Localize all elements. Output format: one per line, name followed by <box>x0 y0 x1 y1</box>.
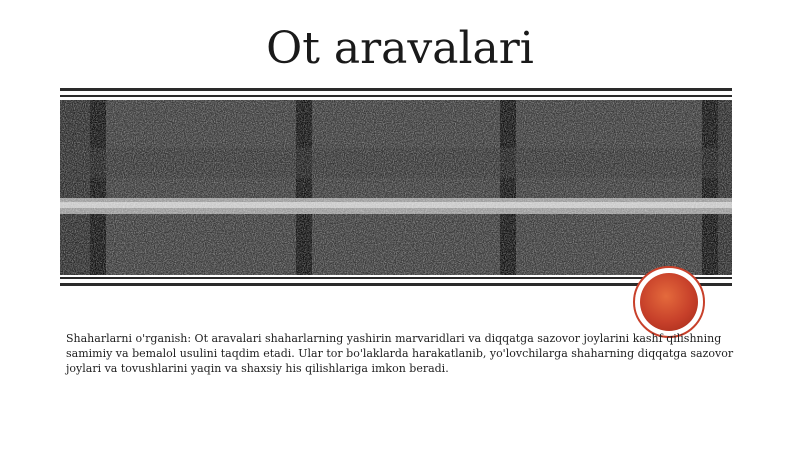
decorative-circle-badge <box>633 266 705 338</box>
slide-title: Ot aravalari <box>266 23 534 74</box>
noisy-photo-graphic <box>60 88 732 286</box>
slide-image <box>60 88 732 286</box>
badge-fill <box>640 273 698 331</box>
slide-body-text: Shaharlarni o'rganish: Ot aravalari shaharlarning yashirin marvaridlari va diqqatga sazovor joylarini kashf qilishning samimiy va bemalol usulini taqdim etadi. Ular tor bo'laklarda harakatlanib, yo'lovchilarga shaharning diqqatga sazovor joylari va tovushlarini yaqin va shaxsiy his qilishlariga imkon beradi. <box>66 332 734 375</box>
